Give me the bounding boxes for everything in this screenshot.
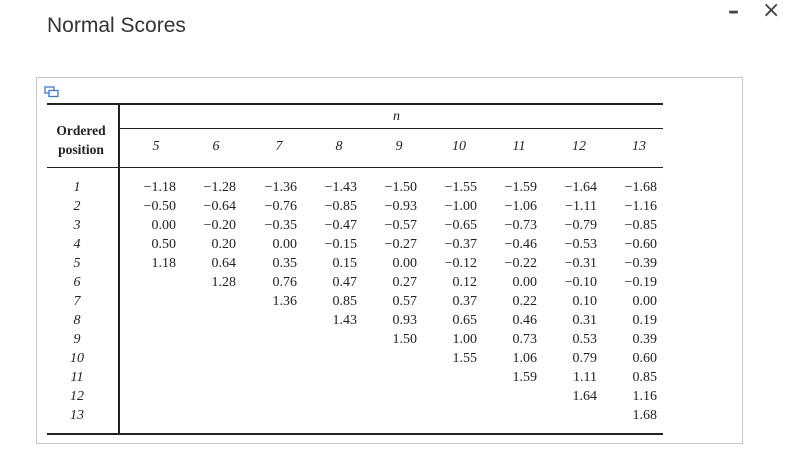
score-cell: 0.37 (452, 294, 477, 309)
score-cell: 0.12 (452, 275, 477, 290)
column-header-n: 6 (212, 139, 220, 154)
score-cell: 1.59 (512, 370, 537, 385)
score-cell: 0.85 (632, 370, 657, 385)
score-cell: −0.47 (324, 218, 357, 233)
header-rule (47, 167, 663, 168)
score-cell: 0.19 (632, 313, 657, 328)
position-cell: 8 (73, 313, 81, 328)
stub-header (50, 121, 112, 159)
group-header-n: n (393, 109, 400, 124)
score-cell: 1.55 (452, 351, 477, 366)
score-cell: 0.35 (272, 256, 297, 271)
score-cell: 0.10 (572, 294, 597, 309)
data-column (241, 178, 297, 311)
score-cell: −0.60 (624, 237, 657, 252)
page-title: Normal Scores (47, 14, 186, 37)
score-cell: −1.55 (444, 180, 477, 195)
normal-scores-table (47, 103, 663, 435)
copy-icon[interactable] (44, 86, 60, 98)
score-cell: 0.60 (632, 351, 657, 366)
score-cell: −0.57 (384, 218, 417, 233)
column-header-n: 8 (335, 139, 343, 154)
score-cell: 0.93 (392, 313, 417, 328)
score-cell: 0.00 (512, 275, 537, 290)
position-cell: 13 (70, 408, 84, 423)
position-cell: 9 (73, 332, 81, 347)
data-column (301, 178, 357, 330)
score-cell: 1.43 (332, 313, 357, 328)
score-cell: 1.06 (512, 351, 537, 366)
column-header-n: 12 (572, 139, 586, 154)
position-cell: 2 (73, 199, 81, 214)
score-cell: −0.12 (444, 256, 477, 271)
score-cell: 1.28 (211, 275, 236, 290)
score-cell: 0.85 (332, 294, 357, 309)
score-cell: −0.46 (504, 237, 537, 252)
group-header-rule (119, 128, 663, 129)
score-cell: −0.19 (624, 275, 657, 290)
score-cell: −1.59 (504, 180, 537, 195)
data-column (601, 178, 657, 425)
score-cell: −0.79 (564, 218, 597, 233)
score-cell: −0.73 (504, 218, 537, 233)
score-cell: −0.37 (444, 237, 477, 252)
score-cell: −1.16 (624, 199, 657, 214)
column-header-n: 9 (395, 139, 403, 154)
score-cell: 0.76 (272, 275, 297, 290)
score-cell: 0.46 (512, 313, 537, 328)
score-cell: 1.50 (392, 332, 417, 347)
score-cell: −0.85 (624, 218, 657, 233)
column-header-n: 11 (512, 139, 526, 154)
position-cell: 7 (73, 294, 81, 309)
score-cell: −0.50 (143, 199, 176, 214)
stub-header-line: Ordered (56, 123, 106, 138)
data-column (481, 178, 537, 387)
score-cell: −1.11 (565, 199, 597, 214)
score-cell: 1.11 (573, 370, 597, 385)
position-cell: 11 (70, 370, 84, 385)
position-cell: 3 (73, 218, 81, 233)
score-cell: 1.36 (272, 294, 297, 309)
data-column (180, 178, 236, 292)
stub-header-line: position (58, 142, 104, 157)
score-cell: 0.79 (572, 351, 597, 366)
score-cell: −1.68 (624, 180, 657, 195)
score-cell: −0.76 (264, 199, 297, 214)
score-cell: 0.15 (332, 256, 357, 271)
position-column (63, 178, 91, 425)
score-cell: −0.35 (264, 218, 297, 233)
column-header-n: 10 (452, 139, 466, 154)
position-cell: 4 (73, 237, 81, 252)
score-cell: 1.16 (632, 389, 657, 404)
position-cell: 10 (70, 351, 84, 366)
score-cell: −0.53 (564, 237, 597, 252)
data-column (421, 178, 477, 368)
score-cell: 0.65 (452, 313, 477, 328)
score-cell: −0.10 (564, 275, 597, 290)
column-header-n: 5 (152, 139, 160, 154)
score-cell: −1.36 (264, 180, 297, 195)
score-cell: 0.64 (211, 256, 236, 271)
score-cell: −1.43 (324, 180, 357, 195)
score-cell: −0.65 (444, 218, 477, 233)
score-cell: −0.27 (384, 237, 417, 252)
table-bottom-rule (47, 433, 663, 435)
score-cell: 1.18 (151, 256, 176, 271)
position-cell: 5 (73, 256, 81, 271)
score-cell: 0.57 (392, 294, 417, 309)
data-column (361, 178, 417, 349)
score-cell: −1.00 (444, 199, 477, 214)
score-cell: −0.20 (203, 218, 236, 233)
score-cell: −1.06 (504, 199, 537, 214)
score-cell: 0.39 (632, 332, 657, 347)
score-cell: 0.00 (272, 237, 297, 252)
score-cell: −1.18 (143, 180, 176, 195)
score-cell: −1.64 (564, 180, 597, 195)
score-cell: 0.73 (512, 332, 537, 347)
data-column (541, 178, 597, 406)
close-button[interactable]: × (762, 0, 781, 23)
table-top-rule (47, 103, 663, 105)
score-cell: 0.31 (572, 313, 597, 328)
minimize-button[interactable]: – (728, 0, 739, 24)
score-cell: −0.64 (203, 199, 236, 214)
score-cell: 0.22 (512, 294, 537, 309)
score-cell: 0.00 (151, 218, 176, 233)
column-header-n: 7 (275, 139, 283, 154)
score-cell: −0.31 (564, 256, 597, 271)
column-header-n: 13 (632, 139, 646, 154)
score-cell: 0.47 (332, 275, 357, 290)
score-cell: −0.85 (324, 199, 357, 214)
score-cell: −0.15 (324, 237, 357, 252)
score-cell: 1.64 (572, 389, 597, 404)
data-column (120, 178, 176, 273)
score-cell: −1.28 (203, 180, 236, 195)
score-cell: −1.50 (384, 180, 417, 195)
score-cell: 1.68 (632, 408, 657, 423)
score-cell: −0.93 (384, 199, 417, 214)
score-cell: 0.00 (392, 256, 417, 271)
score-cell: −0.39 (624, 256, 657, 271)
score-cell: 0.20 (211, 237, 236, 252)
score-cell: 0.50 (151, 237, 176, 252)
score-cell: −0.22 (504, 256, 537, 271)
position-cell: 12 (70, 389, 84, 404)
position-cell: 6 (73, 275, 81, 290)
score-cell: 0.27 (392, 275, 417, 290)
position-cell: 1 (73, 180, 81, 195)
score-cell: 0.53 (572, 332, 597, 347)
score-cell: 1.00 (452, 332, 477, 347)
score-cell: 0.00 (632, 294, 657, 309)
